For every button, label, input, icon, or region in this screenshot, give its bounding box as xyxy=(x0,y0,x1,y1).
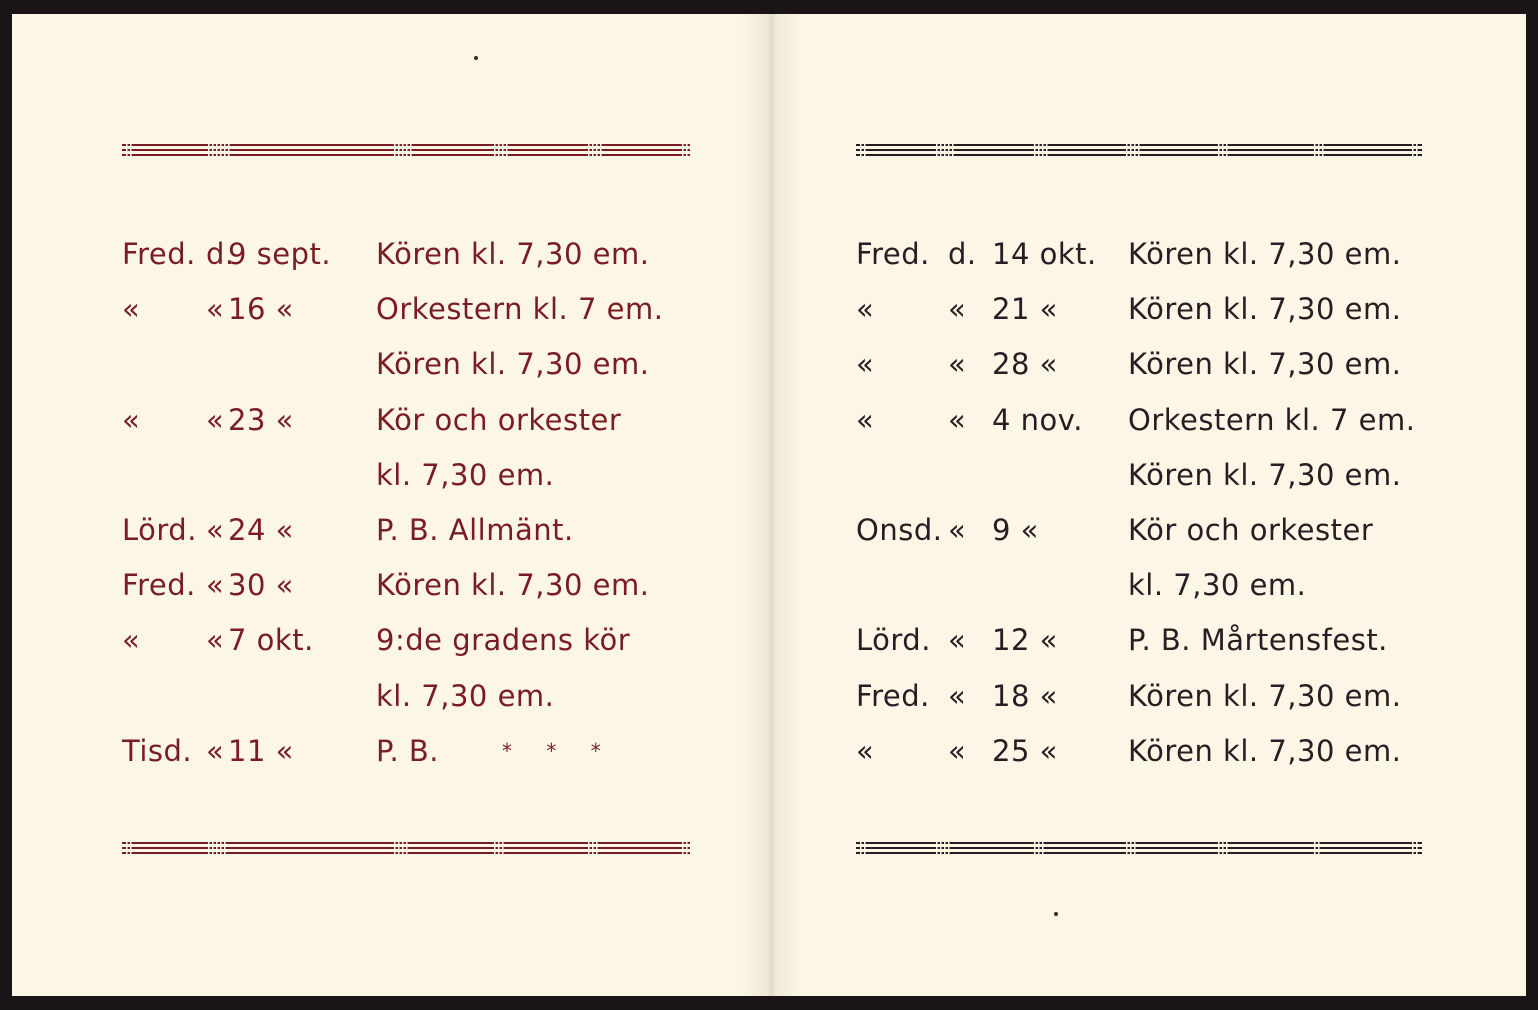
schedule-day: Lörd. xyxy=(856,623,931,658)
schedule-day: Fred. xyxy=(122,568,196,603)
schedule-day: « xyxy=(856,347,875,382)
schedule-day: « xyxy=(122,402,141,437)
schedule-event: P. B. xyxy=(376,733,440,768)
schedule-date: 21 « xyxy=(992,292,1058,327)
schedule-mark: « xyxy=(948,347,967,382)
schedule-date: 25 « xyxy=(992,733,1058,768)
bottom-decorative-rule xyxy=(856,840,1422,856)
schedule-event: Kören kl. 7,30 em. xyxy=(376,237,650,271)
left-page xyxy=(12,14,773,996)
schedule-date: 16 « xyxy=(228,292,294,327)
schedule-mark: « xyxy=(948,623,967,658)
schedule-event: 9:de gradens kör xyxy=(376,623,631,658)
schedule-mark: « xyxy=(206,292,225,327)
schedule-mark: « xyxy=(948,733,967,768)
paper-speck xyxy=(474,56,478,60)
schedule-date: 14 okt. xyxy=(992,237,1097,271)
schedule-event: kl. 7,30 em. xyxy=(1128,568,1307,603)
schedule-date: 4 nov. xyxy=(992,402,1083,437)
schedule-event: kl. 7,30 em. xyxy=(376,678,555,713)
top-decorative-rule xyxy=(122,142,690,158)
schedule-date: 11 « xyxy=(228,733,294,768)
schedule-event: Kören kl. 7,30 em. xyxy=(1128,347,1402,382)
schedule-mark: d. xyxy=(206,237,235,271)
schedule-day: « xyxy=(856,733,875,768)
schedule-day: Fred. xyxy=(856,678,930,713)
right-page xyxy=(772,14,1526,996)
top-decorative-rule xyxy=(856,142,1422,158)
asterisk-ornament: * * * xyxy=(502,738,615,763)
schedule-day: Onsd. xyxy=(856,513,943,547)
schedule-day: « xyxy=(856,292,875,327)
schedule-event: Kör och orkester xyxy=(1128,513,1374,547)
paper-speck xyxy=(1054,912,1058,916)
schedule-mark: d. xyxy=(948,237,977,271)
schedule-event: kl. 7,30 em. xyxy=(376,457,555,492)
schedule-mark: « xyxy=(206,402,225,437)
rule-ornament-icon xyxy=(122,142,690,158)
schedule-day: Tisd. xyxy=(122,733,193,768)
bottom-decorative-rule xyxy=(122,840,690,856)
schedule-event: Kören kl. 7,30 em. xyxy=(376,568,650,603)
schedule-event: Kören kl. 7,30 em. xyxy=(1128,292,1402,327)
schedule-event: Kör och orkester xyxy=(376,402,622,437)
rule-ornament-icon xyxy=(856,840,1422,856)
schedule-event: Kören kl. 7,30 em. xyxy=(1128,457,1402,492)
rule-ornament-icon xyxy=(122,840,690,856)
schedule-event: Kören kl. 7,30 em. xyxy=(376,347,650,382)
schedule-mark: « xyxy=(948,292,967,327)
schedule-day: Lörd. xyxy=(122,513,197,547)
schedule-date: 7 okt. xyxy=(228,623,314,658)
schedule-event: P. B. Mårtensfest. xyxy=(1128,623,1388,658)
schedule-date: 24 « xyxy=(228,513,294,547)
schedule-date: 28 « xyxy=(992,347,1058,382)
schedule-day: « xyxy=(122,292,141,327)
schedule-event: Orkestern kl. 7 em. xyxy=(376,292,664,327)
schedule-event: Orkestern kl. 7 em. xyxy=(1128,402,1416,437)
schedule-day: Fred. xyxy=(856,237,930,271)
schedule-event: Kören kl. 7,30 em. xyxy=(1128,733,1402,768)
rule-ornament-icon xyxy=(856,142,1422,158)
schedule-day: « xyxy=(856,402,875,437)
schedule-mark: « xyxy=(948,513,967,547)
schedule-event: P. B. Allmänt. xyxy=(376,513,574,547)
schedule-event: Kören kl. 7,30 em. xyxy=(1128,678,1402,713)
schedule-date: 12 « xyxy=(992,623,1058,658)
schedule-date: 30 « xyxy=(228,568,294,603)
schedule-mark: « xyxy=(948,678,967,713)
schedule-date: 18 « xyxy=(992,678,1058,713)
schedule-date: 9 « xyxy=(992,513,1039,547)
schedule-day: Fred. xyxy=(122,237,196,271)
schedule-mark: « xyxy=(206,513,225,547)
schedule-mark: « xyxy=(206,733,225,768)
schedule-event: Kören kl. 7,30 em. xyxy=(1128,237,1402,271)
schedule-date: 9 sept. xyxy=(228,237,332,271)
schedule-mark: « xyxy=(948,402,967,437)
schedule-day: « xyxy=(122,623,141,658)
schedule-mark: « xyxy=(206,623,225,658)
schedule-mark: « xyxy=(206,568,225,603)
schedule-date: 23 « xyxy=(228,402,294,437)
